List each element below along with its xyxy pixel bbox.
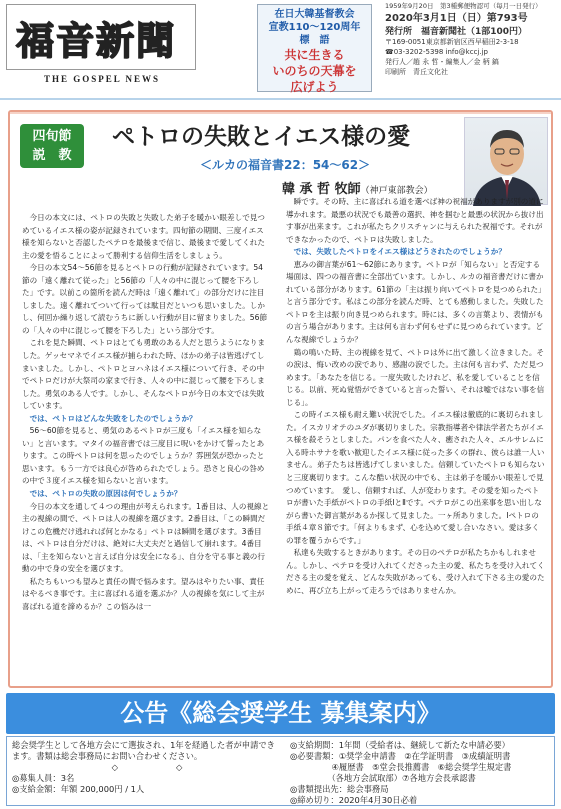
article-paragraph: 今日の本文を通して４つの理由が考えられます。1番目は、人の視線と主の視線の間で、ペトロは人の視線を選びます。2番目は、「この瞬間だけこの危機だけ逃れれば何とかなる」ペトロは瞬間を選びます。3番目は、ペトロは自分だけは、絶対に大丈夫だと過信して崩れます。4番目は、「主を知らないと言えば自分は安全になる」、自分を守る事と義の行動の中で身の安全を選びます。: [22, 501, 270, 574]
publisher-address: 〒169-0051東京都新宿区西早稲田2-3-18: [385, 38, 519, 46]
badge-line-1: 四旬節: [32, 129, 72, 144]
publisher-contact: ☎03-3202-5398 info@kccj.jp: [385, 48, 488, 56]
article-column-2: [286, 196, 546, 682]
announcement-right: [290, 740, 552, 806]
printer: 印刷所 青丘文化社: [385, 68, 448, 76]
recruit-count: ◎募集人員：3名: [12, 773, 75, 783]
badge-line-2: 説 教: [32, 148, 72, 163]
announcement-intro: 総会奨学生として各地方会にて選抜され、1年を経過した者が申請できます。書類は総会事務局にお問い合わせください。: [12, 740, 275, 761]
issue-meta: [385, 2, 557, 77]
publisher: 発行所 福音新聞社（1部100円）: [385, 27, 528, 37]
article-paragraph: この時イエス様も耐え難い状況でした。イエス様は徹底的に裏切られました。イスカリオテのユダが裏切りました。宗教指導者や律法学者たちがイエス様を殺そうとしました。パンを食べた人々、癒された人々、エルサレムに入る時ホサナを歌い歓迎したイエス様に従った多くの群れ、彼らは誰一人いません。弟子たちは皆逃げてしまいました。信頼していたペトロも知らないと三度裏切ります。こんな酷い状況の中でも、主は弟子を暖かい眼差しで見つめています。 愛し、信頼すれば、人が変わります。その愛を知ったペトロが書いた手紙がペトロの手紙ⅠとⅡです。ペテロがこの出来事を思い出しながら書いた御言葉があるか探して見ました。一ヶ所ありました。Ⅰペトロの手紙４章８節です。「何よりもまず、心を込めて愛し合いなさい。愛は多くの罪を覆うからです。」: [286, 410, 545, 545]
motto-anniversary: 宣教110〜120周年: [268, 22, 361, 33]
lent-sermon-badge: [20, 124, 84, 168]
article-paragraph: 私たちもいつも望みと責任の間で悩みます。望みはやりたい事、責任はやるべき事です。主に喜ばれる道を選ぶか？人の視線を気にして主が喜ばれる道を諦めるか？この悩みは一: [22, 576, 265, 611]
author-name: 韓 承 哲 牧師: [282, 182, 361, 197]
ann-item-docs-3: （各地方会試取部）⑦各地方会長承認書: [290, 773, 476, 783]
motto-line-3: 広げよう: [290, 80, 339, 94]
announcement-title: 公告《総会奨学生 募集案内》: [120, 699, 441, 727]
article-paragraph: 今日の本文54〜56節を見るとペトロの行動が記録されています。54節の「遠く離れて従った」と56節の「人々の中に混じって腰を下ろした」です。以前この箇所を読んだ時は「遠く離れて」の部分だけに注目しました。遠く離れてついて行っては駄目だといつも思いました。しかし、何回か繰り返して読むうちに新しい行動が目に留まりました。56節の「人々の中に混じって腰を下ろした」という部分です。: [22, 263, 268, 335]
ann-item-submit: ◎書類提出先：総会事務局: [290, 784, 389, 794]
author: [282, 178, 433, 197]
author-church: （神戸東部教会）: [360, 186, 433, 196]
newspaper-logo-subtitle: THE GOSPEL NEWS: [43, 74, 161, 84]
motto-label: 標 語: [299, 35, 330, 46]
article-paragraph: 鶏の鳴いた時、主の視線を見て、ペトロは外に出て激しく泣きました。その涙は、悔い改めの涙であり、感謝の涙でした。主は何も言わず、ただ見つめます。「あなたを信じる。一度失敗したけれど、私を愛していることを信じる。以前、死ぬ覚悟ができていると言った誓い、それは嘘ではない事を信じる」。: [286, 347, 545, 407]
article-paragraph: 今日の本文には、ペトロの失敗と失敗した弟子を暖かい眼差しで見つめているイエス様の姿が記録されています。四旬節の期間、三度イエス様を知らないと否認したペテロを最後まで信じ、最後まで愛してくれた主の愛を悟ることによって勝利する信仰生活をしましょう。: [22, 213, 265, 260]
announcement-diamonds: ◇ ◇: [111, 762, 183, 772]
editors: 発行人／趙 永 哲・編集人／金 柄 鎬: [385, 58, 499, 66]
masthead-divider: [0, 98, 561, 100]
frame-top-stripe: [10, 112, 551, 114]
article-paragraph: 恵みの御言葉が61〜62節にあります。ペトロが「知らない」と否定する場面は、四つの福音書に全部出ています。しかし、ルカの福音書だけに書かれている部分があります。61節の「主は振り向いてペトロを見つめられた」と言う部分です。私はこの部分を読んだ時、とても感動しました。失敗したペトロを主は振り向き見つめられます。時には、多くの言葉より、表情がもの言う場合があります。主は何も言わず何もせずに見つめられています。どんな視線でしょうか？: [286, 259, 546, 345]
newspaper-logo: 福音新聞: [16, 18, 177, 63]
article-title: ペトロの失敗とイエス様の愛: [112, 123, 411, 150]
pastor-portrait-image: [465, 118, 549, 206]
article-question-heading: では、ペトロはどんな失敗をしたのでしょうか？: [29, 413, 197, 423]
article-question-heading: では、失敗したペトロをイエス様はどうされたのでしょうか？: [293, 247, 506, 257]
ann-item-deadline: ◎締め切り：2020年4月30日必着: [290, 795, 418, 805]
issue-date: 2020年3月1日（日）第793号: [385, 13, 528, 24]
issue-note: 1959年9月20日 第3種郵便物認可（毎月一日発行）: [385, 2, 542, 10]
motto-line-2: いのちの天幕を: [272, 64, 357, 78]
scripture-reference: ＜ルカの福音書22：54〜62＞: [200, 158, 371, 172]
article-paragraph: これを見た瞬間、ペトロはとても勇敢のある人だと思うようになりました。ゲッセマネでイエス様が捕らわれた時、ほかの弟子は皆逃げてしまいました。しかし、ペトロとヨハネはイエス様について行き、その中でペトロだけが大祭司の家まで行き、人々の中に混じって腰を下ろしました。勇気のある人です。しかし、そんなペトロが今日の本文では失敗しています。: [22, 338, 265, 411]
motto-box: [257, 4, 372, 92]
article-question-heading: では、ペトロの失敗の原因は何でしょうか？: [29, 489, 182, 499]
announcement-left: [12, 740, 282, 795]
scholarship-amount: ◎支給金額：年額 200,000円 / 1人: [12, 784, 145, 794]
motto-line-1: 共に生きる: [284, 48, 345, 62]
article-paragraph: 56〜60節を見ると、勇気のあるペトロが三度も「イエス様を知らない」と言います。マタイの福音書では三度目に呪いをかけて誓ったとあります。この時ペトロは何を思ったのでしょうか？雰囲気が恐かったと思います。もう一方では良心が咎められたでしょう。恐さと良心の咎めの中で３度イエス様を知らないと言います。: [22, 426, 265, 486]
article-paragraph: 私達も失敗するときがあります。その日のペテロが私たちかもしれません。しかし、ペテロを受け入れてくださった主の愛、私たちを受け入れてくださる主の愛を覚え、どんな失敗があっても、受け入れて下さる主の愛のために、再び立ち上がって走ろうではありませんか。: [286, 548, 545, 595]
article-column-1: [22, 212, 270, 682]
ann-item-period: ◎支給期間：1年間（受給者は、継続して新たな申請必要）: [290, 740, 510, 750]
motto-church: 在日大韓基督教会: [274, 9, 355, 20]
article-paragraph: 瞬です。その時、主に喜ばれる道を選べば神の祝福がありますが別の道に導かれます。最悪の状況でも最善の選択、神を掴むと最悪の状況から抜け出す事が出来ます。これが私たちクリスチャンに与えられた祝福です。それができなかったので、ペトロは失敗しました。: [286, 197, 544, 244]
ann-item-docs-1: ◎必要書類：①奨学金申請書 ②在学証明書 ③成績証明書: [290, 751, 511, 761]
pastor-photo: [464, 117, 548, 205]
ann-item-docs-2: ④履歴書 ⑤堂会長推薦書 ⑥総会奨学生規定書: [290, 762, 512, 772]
